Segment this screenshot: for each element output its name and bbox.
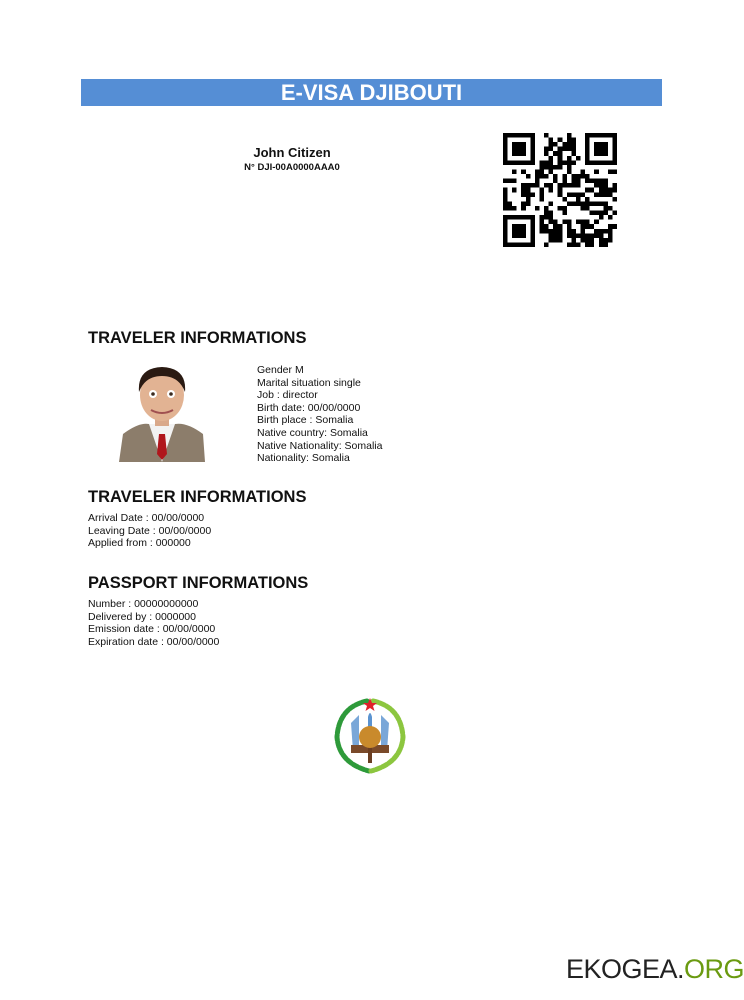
- traveler-info-heading: TRAVELER INFORMATIONS: [88, 329, 307, 347]
- qr-code: [502, 133, 618, 247]
- travel-details: [88, 512, 211, 550]
- gender: Gender M: [257, 364, 304, 376]
- watermark-main: EKOGEA.: [566, 954, 685, 984]
- traveler-photo: [119, 362, 205, 462]
- watermark-suffix: ORG: [684, 954, 744, 984]
- marital-status: Marital situation single: [257, 376, 361, 389]
- visa-number: N° DJI-00A0000AAA0: [244, 162, 340, 173]
- qr-modules: [503, 133, 617, 247]
- passport-number: Number : 00000000000: [88, 598, 199, 610]
- leaving-date: Leaving Date : 00/00/0000: [88, 524, 212, 537]
- delivered-by: Delivered by : 0000000: [88, 610, 196, 623]
- arrival-date: Arrival Date : 00/00/0000: [88, 512, 205, 524]
- traveler-details: [257, 364, 382, 465]
- nationality: Nationality: Somalia: [257, 452, 350, 465]
- birth-date: Birth date: 00/00/0000: [257, 401, 361, 414]
- holder-name: John Citizen: [253, 145, 331, 160]
- job: Job : director: [257, 389, 318, 402]
- djibouti-emblem: [331, 693, 409, 775]
- expiration-date: Expiration date : 00/00/0000: [88, 635, 220, 648]
- applied-from: Applied from : 000000: [88, 537, 191, 550]
- emission-date: Emission date : 00/00/0000: [88, 623, 216, 636]
- native-nationality: Native Nationality: Somalia: [257, 439, 383, 452]
- passport-details: [88, 598, 219, 648]
- birth-place: Birth place : Somalia: [257, 414, 354, 427]
- travel-info-heading: TRAVELER INFORMATIONS: [88, 488, 307, 506]
- document-title-banner: E-VISA DJIBOUTI: [81, 79, 662, 106]
- native-country: Native country: Somalia: [257, 426, 368, 439]
- passport-info-heading: PASSPORT INFORMATIONS: [88, 574, 309, 592]
- ekogea-watermark: [566, 954, 744, 985]
